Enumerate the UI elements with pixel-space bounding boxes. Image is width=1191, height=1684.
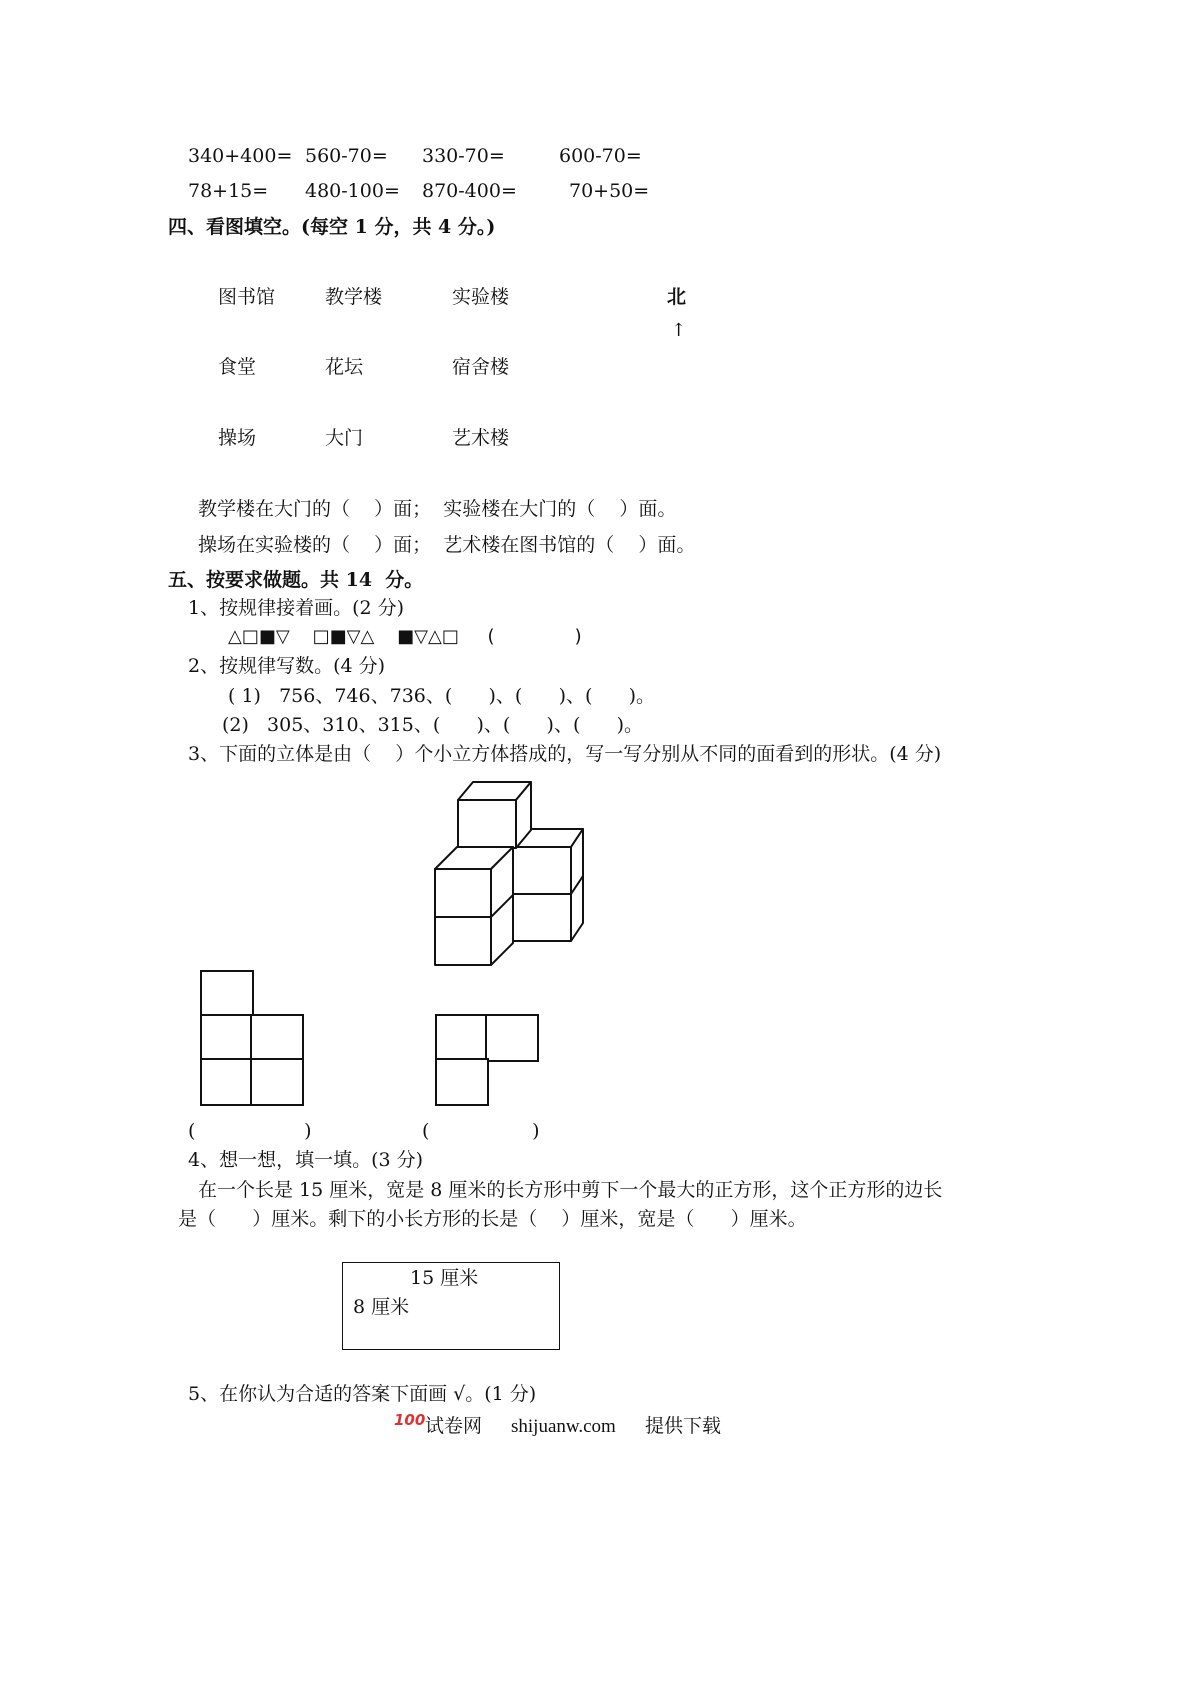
calc-1-4: 600-70= xyxy=(559,145,642,167)
map-library: 图书馆 xyxy=(218,286,276,308)
footer-logo: 100 xyxy=(394,1411,426,1429)
map-dormitory: 宿舍楼 xyxy=(452,356,510,378)
problem2-line-1: ( 1) 756、746、736、( )、( )、( )。 xyxy=(228,685,656,707)
calc-1-3: 330-70= xyxy=(422,145,505,167)
problem5-title: 5、在你认为合适的答案下面画 √。(1 分) xyxy=(188,1383,537,1405)
section4-question-1: 教学楼在大门的（ ）面； 实验楼在大门的（ ）面。 xyxy=(198,498,677,520)
map-gate: 大门 xyxy=(325,427,364,449)
calc-1-2: 560-70= xyxy=(305,145,388,167)
calc-1-1: 340+400= xyxy=(188,145,293,167)
problem1-sequence: △□■▽ □■▽△ ■▽△□ ( ) xyxy=(228,626,582,647)
footer-url: shijuanw.com xyxy=(511,1416,616,1437)
map-lab-building: 实验楼 xyxy=(452,286,510,308)
map-teaching-building: 教学楼 xyxy=(325,286,383,308)
north-label: 北 xyxy=(667,286,687,308)
footer-note: 提供下载 xyxy=(645,1416,722,1437)
map-art-building: 艺术楼 xyxy=(452,427,510,449)
view-shape-1 xyxy=(200,970,304,1104)
section5-heading: 五、按要求做题。共 14 分。 xyxy=(168,569,424,591)
view-answer-blank-1: ( ) xyxy=(188,1120,312,1142)
view-answer-blank-2: ( ) xyxy=(422,1120,540,1142)
calc-2-4: 70+50= xyxy=(569,180,650,202)
stacked-cubes-figure xyxy=(425,775,595,975)
map-flowerbed: 花坛 xyxy=(325,356,364,378)
problem4-text-line-1: 在一个长是 15 厘米，宽是 8 厘米的长方形中剪下一个最大的正方形，这个正方形的边长 xyxy=(198,1179,943,1201)
rectangle-length-label: 15 厘米 xyxy=(410,1267,479,1289)
view-shape-2 xyxy=(435,1014,539,1104)
problem1-title: 1、按规律接着画。(2 分) xyxy=(188,597,405,619)
problem2-title: 2、按规律写数。(4 分) xyxy=(188,655,386,677)
calc-2-1: 78+15= xyxy=(188,180,269,202)
problem3-title: 3、下面的立体是由（ ）个小立方体搭成的，写一写分别从不同的面看到的形状。(4 分) xyxy=(188,743,942,765)
section4-heading: 四、看图填空。(每空 1 分，共 4 分。) xyxy=(168,216,496,238)
calc-2-3: 870-400= xyxy=(422,180,517,202)
north-arrow-icon: ↑ xyxy=(671,320,687,341)
problem4-title: 4、想一想，填一填。(3 分) xyxy=(188,1149,424,1171)
section4-question-2: 操场在实验楼的（ ）面； 艺术楼在图书馆的（ ）面。 xyxy=(198,534,696,556)
footer-site-name: 试卷网 xyxy=(425,1416,483,1437)
map-canteen: 食堂 xyxy=(218,356,257,378)
problem2-line-2: (2) 305、310、315、( )、( )、( )。 xyxy=(222,714,644,736)
problem4-text-line-2: 是（ ）厘米。剩下的小长方形的长是（ ）厘米，宽是（ ）厘米。 xyxy=(178,1208,807,1230)
rectangle-width-label: 8 厘米 xyxy=(353,1296,410,1318)
calc-2-2: 480-100= xyxy=(305,180,400,202)
map-playground: 操场 xyxy=(218,427,257,449)
